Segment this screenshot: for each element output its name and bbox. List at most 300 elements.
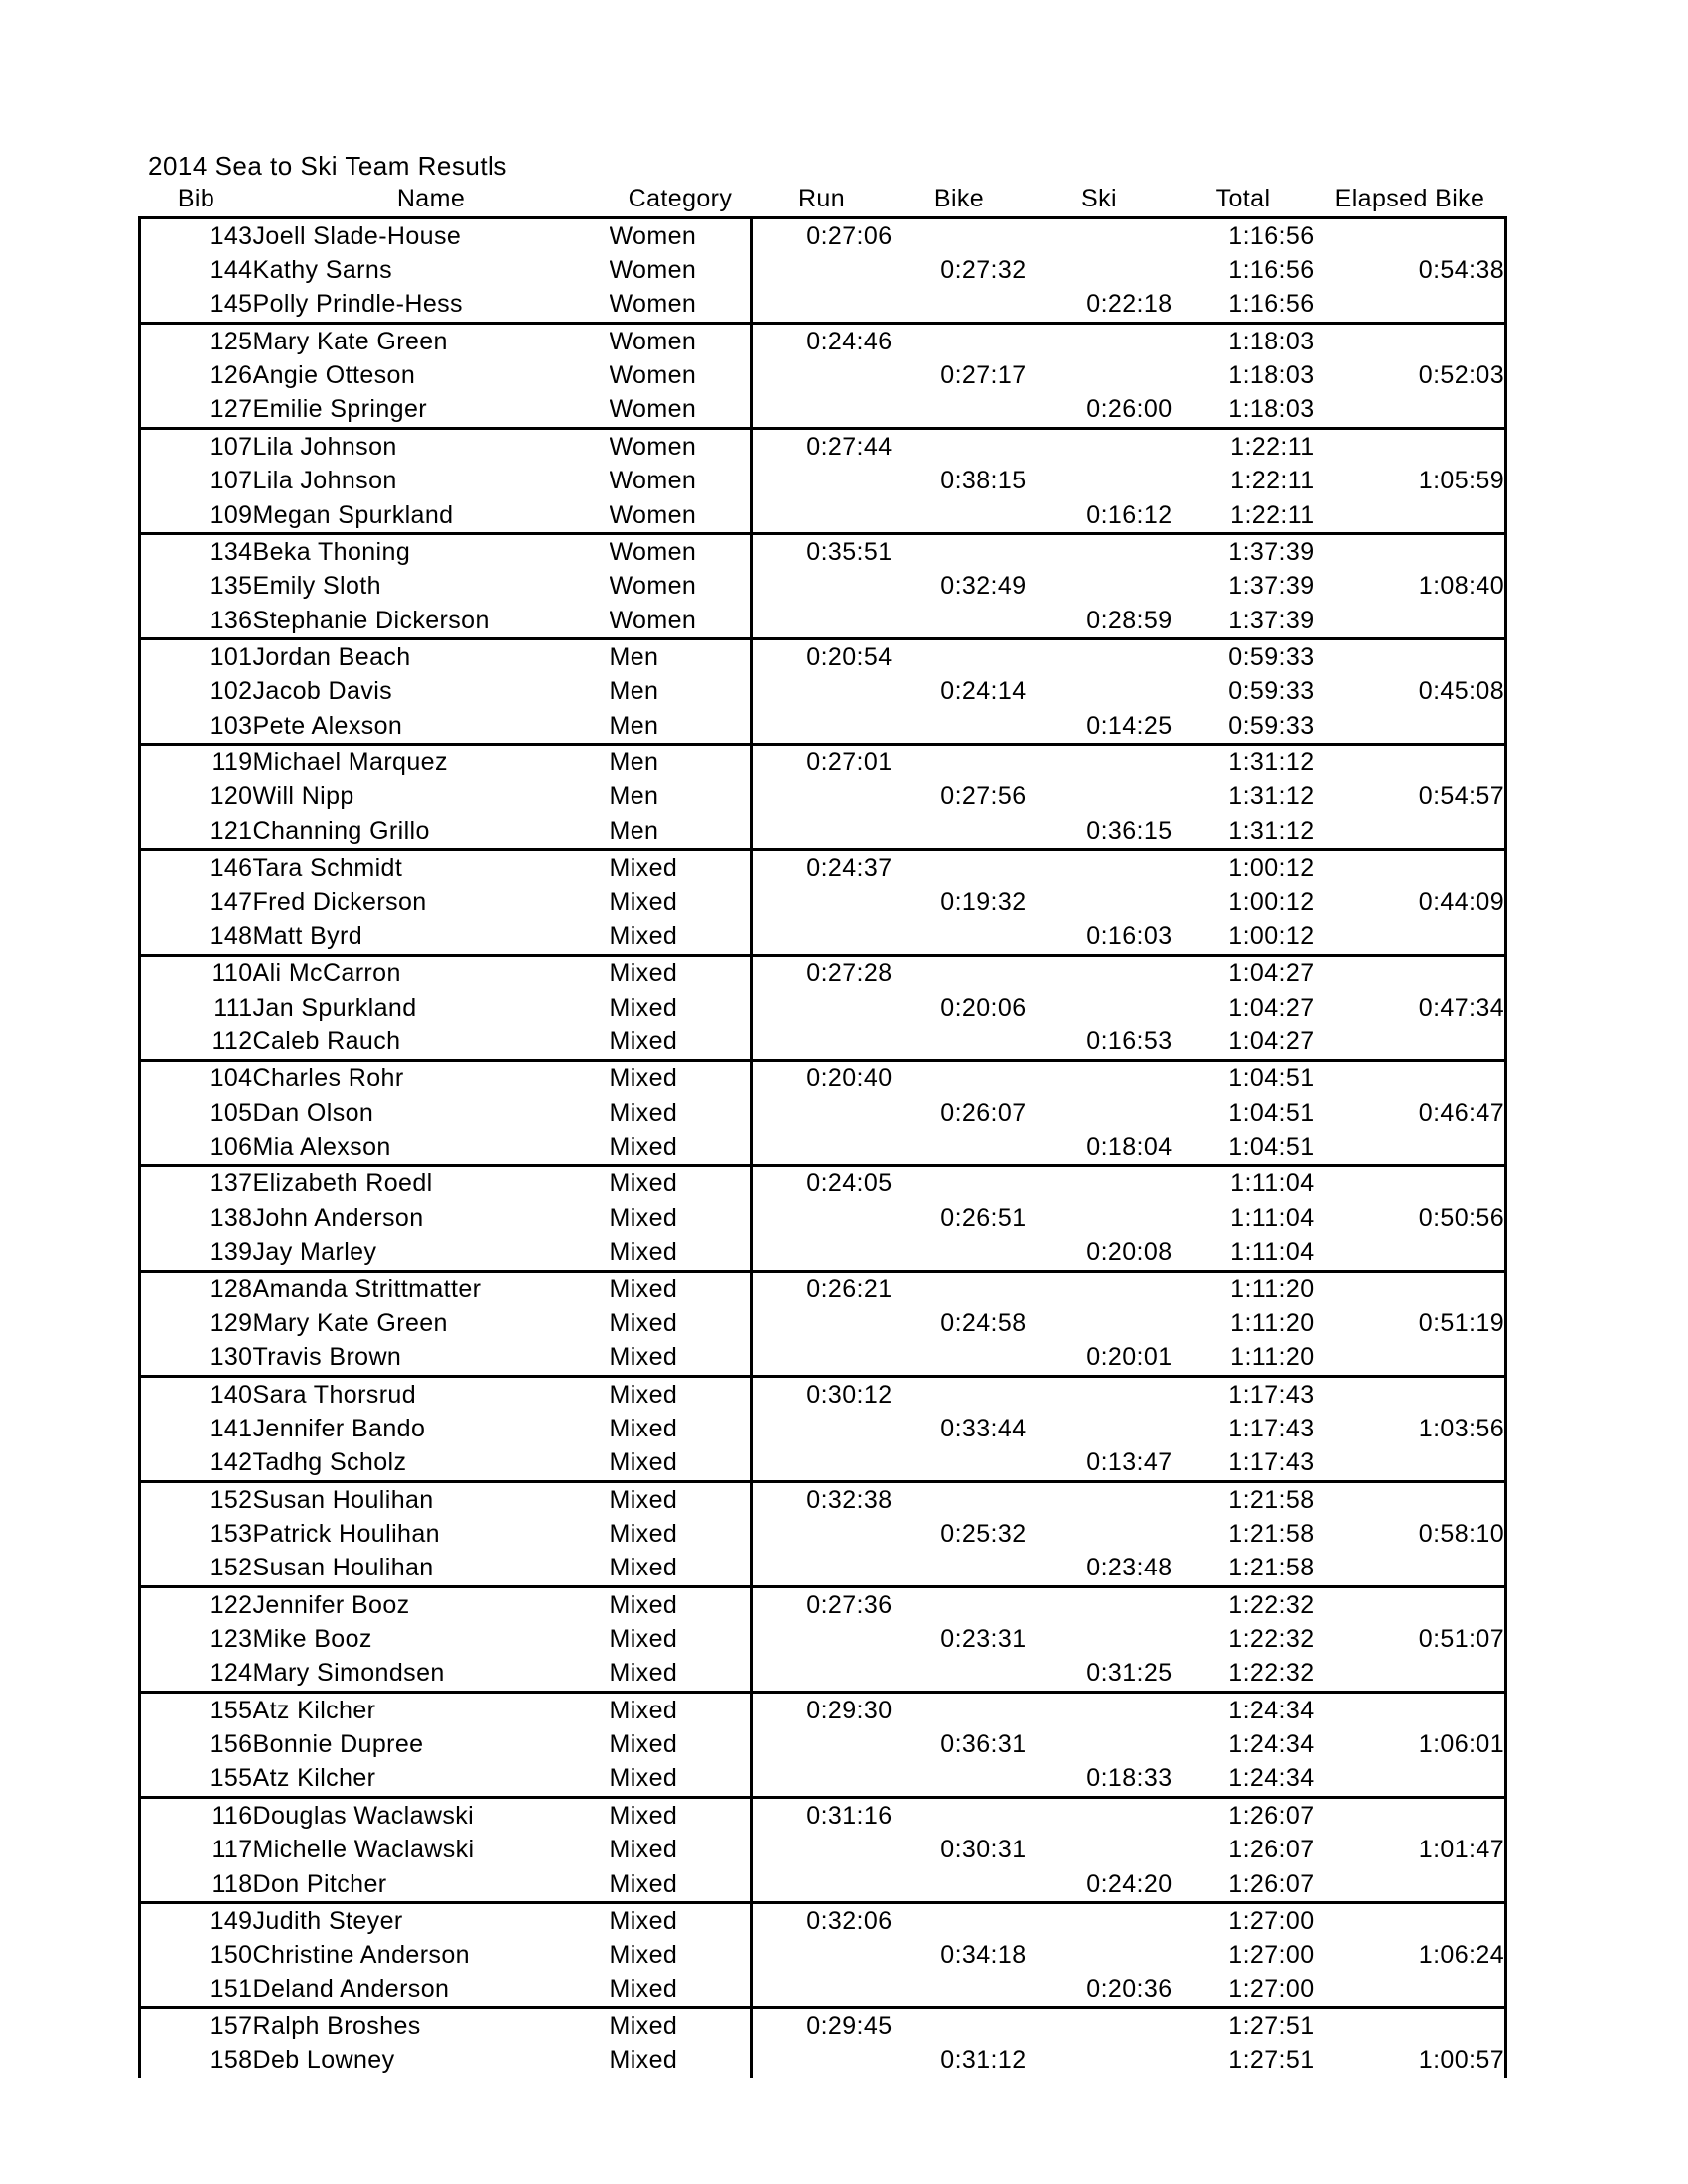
cell-category: Mixed [609,1275,678,1303]
cell-run: 0:27:01 [752,745,893,780]
cell-bib: 103 [210,711,253,740]
cell-elapsed-bike [1315,1165,1506,1201]
cell-bib: 145 [210,290,253,319]
cell-total: 1:27:00 [1228,1941,1315,1970]
cell-bike [893,850,1027,886]
team-row [140,1517,1506,1551]
cell-total: 1:24:34 [1228,1764,1315,1793]
cell-bib: 134 [210,537,253,566]
cell-bib: 146 [210,854,253,883]
column-header-total: Total [1215,184,1271,212]
cell-bike: 0:20:06 [940,993,1027,1022]
cell-bib: 140 [210,1380,253,1409]
cell-name: Ali McCarron [252,959,401,988]
cell-ski [1027,2044,1173,2078]
cell-elapsed-bike [1315,1376,1506,1412]
cell-run [752,709,893,745]
cell-total: 1:11:20 [1230,1343,1315,1372]
cell-elapsed-bike [1315,324,1506,359]
cell-total: 1:31:12 [1228,816,1315,845]
cell-bike [893,2008,1027,2044]
cell-ski [1027,1834,1173,1867]
team-row [140,1096,1506,1130]
team-row [140,1657,1506,1693]
cell-name: Tara Schmidt [252,854,403,883]
cell-category: Mixed [609,2046,678,2075]
cell-category: Mixed [609,1448,678,1477]
cell-bike [893,1973,1027,2008]
team-group [140,534,1506,639]
cell-run [752,358,893,392]
cell-total: 1:18:03 [1228,361,1315,390]
cell-total: 1:24:34 [1228,1696,1315,1724]
cell-run [752,1412,893,1445]
cell-name: Michael Marquez [252,749,448,777]
cell-run [752,919,893,955]
cell-elapsed-bike [1315,1657,1506,1693]
cell-category: Mixed [609,959,678,988]
cell-ski: 0:22:18 [1086,290,1173,319]
cell-ski [1027,324,1173,359]
cell-name: Susan Houlihan [252,1485,434,1514]
team-row [140,1481,1506,1517]
cell-bib: 118 [211,1869,253,1898]
team-row [140,1762,1506,1798]
cell-total: 0:59:33 [1228,642,1315,671]
cell-bib: 152 [210,1485,253,1514]
cell-name: Caleb Rauch [252,1026,401,1055]
cell-bib: 129 [210,1308,253,1337]
team-row [140,253,1506,287]
team-row [140,218,1506,254]
cell-total: 1:22:32 [1228,1625,1315,1654]
cell-run [752,675,893,709]
cell-ski [1027,745,1173,780]
cell-category: Men [609,749,659,777]
cell-bib: 151 [210,1975,253,2003]
cell-elapsed-bike [1315,429,1506,465]
cell-category: Men [609,642,659,671]
team-row [140,1939,1506,1973]
cell-name: Susan Houlihan [252,1554,434,1582]
cell-ski: 0:14:25 [1086,711,1173,740]
cell-ski [1027,1903,1173,1939]
cell-total: 1:16:56 [1228,290,1315,319]
cell-name: Travis Brown [252,1343,402,1372]
cell-total: 1:37:39 [1228,572,1315,601]
cell-ski [1027,570,1173,604]
cell-ski: 0:28:59 [1086,606,1173,634]
cell-elapsed-bike: 0:51:07 [1418,1625,1504,1654]
cell-run [752,2044,893,2078]
cell-name: Lila Johnson [252,467,397,495]
column-header-bib: Bib [177,184,215,212]
cell-run: 0:26:21 [752,1271,893,1306]
cell-name: Patrick Houlihan [252,1519,440,1548]
cell-run [752,465,893,498]
cell-run: 0:20:40 [752,1060,893,1096]
cell-bike [893,1235,1027,1271]
cell-name: Channing Grillo [252,816,430,845]
cell-run [752,1939,893,1973]
cell-ski: 0:18:33 [1086,1764,1173,1793]
team-row [140,1060,1506,1096]
cell-bib: 120 [210,782,253,811]
team-row [140,570,1506,604]
cell-name: Jordan Beach [252,642,411,671]
team-row [140,1798,1506,1834]
cell-bike: 0:24:58 [940,1308,1027,1337]
team-group [140,1481,1506,1586]
cell-elapsed-bike [1315,2008,1506,2044]
cell-bike [893,393,1027,429]
cell-ski [1027,1060,1173,1096]
cell-run [752,1130,893,1165]
cell-category: Mixed [609,1519,678,1548]
cell-elapsed-bike [1315,1903,1506,1939]
cell-bib: 153 [210,1519,253,1548]
column-header-name: Name [396,184,466,212]
cell-total: 1:26:07 [1228,1869,1315,1898]
cell-total: 1:27:51 [1228,2046,1315,2075]
sheet-title: 2014 Sea to Ski Team Resutls [148,151,507,181]
cell-name: Mike Booz [252,1625,372,1654]
cell-ski [1027,1096,1173,1130]
cell-name: Mary Simondsen [252,1659,445,1688]
team-group [140,1060,1506,1165]
cell-name: Angie Otteson [252,361,416,390]
team-row [140,1412,1506,1445]
cell-total: 1:37:39 [1228,606,1315,634]
cell-name: Douglas Waclawski [252,1801,475,1830]
cell-elapsed-bike [1315,1587,1506,1623]
cell-total: 1:17:43 [1228,1448,1315,1477]
cell-ski [1027,218,1173,254]
cell-run [752,1552,893,1587]
cell-bib: 150 [210,1941,253,1970]
cell-elapsed-bike [1315,498,1506,534]
cell-ski [1027,358,1173,392]
cell-ski [1027,1481,1173,1517]
cell-category: Mixed [609,1869,678,1898]
team-row [140,675,1506,709]
cell-total: 1:16:56 [1228,221,1315,250]
team-row [140,1271,1506,1306]
cell-ski [1027,991,1173,1024]
cell-total: 1:27:00 [1228,1975,1315,2003]
cell-bike: 0:31:12 [940,2046,1027,2075]
cell-ski [1027,1587,1173,1623]
cell-elapsed-bike [1315,1024,1506,1060]
cell-elapsed-bike [1315,639,1506,675]
cell-ski: 0:16:53 [1086,1026,1173,1055]
cell-elapsed-bike [1315,1798,1506,1834]
cell-bib: 104 [210,1064,253,1093]
team-group [140,429,1506,534]
team-group [140,1798,1506,1903]
cell-run [752,1517,893,1551]
team-row [140,288,1506,324]
cell-elapsed-bike: 0:45:08 [1418,677,1504,706]
cell-category: Women [609,327,697,355]
cell-ski [1027,850,1173,886]
cell-bib: 155 [210,1696,253,1724]
cell-run [752,1657,893,1693]
cell-category: Mixed [609,2012,678,2040]
cell-category: Women [609,395,697,424]
cell-total: 1:00:12 [1228,854,1315,883]
cell-run [752,1973,893,2008]
cell-bib: 157 [210,2012,253,2040]
cell-elapsed-bike [1315,850,1506,886]
cell-category: Women [609,537,697,566]
cell-run [752,498,893,534]
cell-category: Men [609,711,659,740]
cell-bib: 107 [210,467,253,495]
cell-elapsed-bike [1315,1867,1506,1903]
cell-bib: 124 [210,1659,253,1688]
column-header-elapsed-bike: Elapsed Bike [1335,184,1485,212]
cell-run: 0:31:16 [752,1798,893,1834]
cell-bib: 152 [210,1554,253,1582]
cell-total: 1:18:03 [1228,327,1315,355]
cell-ski: 0:23:48 [1086,1554,1173,1582]
cell-name: Dan Olson [252,1098,374,1127]
cell-elapsed-bike: 0:47:34 [1418,993,1504,1022]
cell-bib: 128 [210,1275,253,1303]
cell-run [752,1867,893,1903]
cell-category: Women [609,606,697,634]
cell-bib: 155 [210,1764,253,1793]
cell-elapsed-bike [1315,1235,1506,1271]
cell-run: 0:29:45 [752,2008,893,2044]
cell-name: Emily Sloth [252,572,381,601]
cell-run [752,1306,893,1340]
cell-bib: 142 [210,1448,253,1477]
cell-category: Mixed [609,1554,678,1582]
cell-ski: 0:24:20 [1086,1869,1173,1898]
cell-name: Mia Alexson [252,1133,391,1161]
cell-ski [1027,955,1173,991]
cell-category: Men [609,816,659,845]
cell-total: 1:00:12 [1228,921,1315,950]
cell-run: 0:32:38 [752,1481,893,1517]
cell-total: 1:24:34 [1228,1730,1315,1759]
cell-category: Mixed [609,1659,678,1688]
cell-bib: 112 [211,1026,253,1055]
cell-run: 0:27:36 [752,1587,893,1623]
cell-total: 1:22:32 [1228,1590,1315,1619]
cell-bike [893,1481,1027,1517]
cell-bib: 137 [210,1169,253,1198]
cell-category: Mixed [609,1975,678,2003]
cell-bike [893,1165,1027,1201]
cell-total: 1:26:07 [1228,1836,1315,1864]
cell-run: 0:29:30 [752,1693,893,1728]
team-group [140,850,1506,955]
cell-ski [1027,1517,1173,1551]
cell-bike: 0:24:14 [940,677,1027,706]
cell-elapsed-bike: 0:50:56 [1418,1203,1504,1232]
cell-name: Atz Kilcher [252,1696,376,1724]
cell-bike [893,814,1027,850]
cell-run [752,814,893,850]
cell-bike: 0:33:44 [940,1414,1027,1442]
cell-bib: 136 [210,606,253,634]
team-group [140,745,1506,850]
cell-ski: 0:36:15 [1086,816,1173,845]
cell-category: Mixed [609,1801,678,1830]
column-header-category: Category [628,184,733,212]
cell-ski [1027,1412,1173,1445]
cell-total: 1:04:27 [1228,993,1315,1022]
cell-category: Mixed [609,1169,678,1198]
cell-ski [1027,1306,1173,1340]
cell-ski: 0:20:36 [1086,1975,1173,2003]
team-row [140,745,1506,780]
cell-run: 0:24:37 [752,850,893,886]
team-row [140,1446,1506,1482]
cell-name: Atz Kilcher [252,1764,376,1793]
cell-elapsed-bike [1315,604,1506,639]
cell-elapsed-bike [1315,814,1506,850]
cell-name: Lila Johnson [252,432,397,461]
team-row [140,919,1506,955]
cell-ski: 0:20:01 [1086,1343,1173,1372]
team-row [140,1622,1506,1656]
cell-total: 0:59:33 [1228,711,1315,740]
cell-bike [893,1130,1027,1165]
cell-name: Tadhg Scholz [252,1448,407,1477]
team-row [140,465,1506,498]
cell-category: Mixed [609,1730,678,1759]
cell-name: Kathy Sarns [252,256,393,285]
cell-total: 1:26:07 [1228,1801,1315,1830]
cell-run [752,1622,893,1656]
cell-bike [893,955,1027,991]
cell-bib: 158 [210,2046,253,2075]
cell-total: 1:18:03 [1228,395,1315,424]
cell-bib: 130 [210,1343,253,1372]
cell-ski [1027,780,1173,814]
cell-total: 1:21:58 [1228,1519,1315,1548]
team-row [140,955,1506,991]
cell-elapsed-bike [1315,534,1506,570]
cell-total: 1:00:12 [1228,887,1315,916]
cell-name: Megan Spurkland [252,500,454,529]
team-row [140,709,1506,745]
team-row [140,1341,1506,1377]
cell-ski: 0:31:25 [1086,1659,1173,1688]
cell-bib: 105 [210,1098,253,1127]
cell-ski [1027,253,1173,287]
team-row [140,814,1506,850]
cell-elapsed-bike [1315,955,1506,991]
cell-ski: 0:13:47 [1086,1448,1173,1477]
cell-category: Mixed [609,1836,678,1864]
cell-run [752,570,893,604]
cell-run: 0:30:12 [752,1376,893,1412]
cell-run [752,1096,893,1130]
cell-bike [893,1552,1027,1587]
team-row [140,1201,1506,1235]
cell-run [752,1341,893,1377]
cell-run [752,1024,893,1060]
cell-bib: 106 [210,1133,253,1161]
cell-category: Men [609,782,659,811]
cell-total: 1:27:51 [1228,2012,1315,2040]
cell-name: Jennifer Bando [252,1414,426,1442]
cell-bib: 156 [210,1730,253,1759]
team-group [140,1693,1506,1798]
team-row [140,1903,1506,1939]
cell-bib: 126 [210,361,253,390]
cell-total: 1:04:51 [1228,1098,1315,1127]
cell-ski [1027,2008,1173,2044]
cell-bib: 107 [210,432,253,461]
cell-bib: 121 [210,816,253,845]
cell-ski [1027,675,1173,709]
cell-bike [893,1376,1027,1412]
cell-bike [893,429,1027,465]
cell-bib: 122 [210,1590,253,1619]
cell-run: 0:24:05 [752,1165,893,1201]
cell-run [752,288,893,324]
cell-name: Jacob Davis [252,677,393,706]
cell-run [752,886,893,919]
cell-category: Women [609,500,697,529]
cell-bib: 101 [210,642,253,671]
column-header-bike: Bike [933,184,985,212]
team-group [140,1165,1506,1271]
cell-ski [1027,1271,1173,1306]
team-row [140,1973,1506,2008]
cell-category: Mixed [609,1238,678,1267]
cell-ski [1027,1939,1173,1973]
cell-bike [893,1341,1027,1377]
cell-elapsed-bike [1315,1130,1506,1165]
cell-run [752,1446,893,1482]
cell-category: Women [609,221,697,250]
cell-ski: 0:16:12 [1086,500,1173,529]
team-row [140,1834,1506,1867]
team-row [140,324,1506,359]
cell-elapsed-bike [1315,1973,1506,2008]
cell-elapsed-bike [1315,218,1506,254]
cell-name: Mary Kate Green [252,1308,448,1337]
cell-elapsed-bike [1315,393,1506,429]
cell-run [752,1762,893,1798]
cell-bike [893,1657,1027,1693]
cell-bib: 143 [210,221,253,250]
column-header-ski: Ski [1081,184,1117,212]
team-group [140,1376,1506,1481]
cell-bib: 127 [210,395,253,424]
cell-total: 1:11:20 [1230,1308,1315,1337]
cell-run: 0:27:44 [752,429,893,465]
cell-elapsed-bike [1315,919,1506,955]
team-row [140,1587,1506,1623]
cell-ski: 0:18:04 [1086,1133,1173,1161]
cell-name: Emilie Springer [252,395,428,424]
cell-category: Women [609,572,697,601]
table-header-row [140,181,1506,218]
cell-bike [893,919,1027,955]
cell-elapsed-bike [1315,1060,1506,1096]
cell-run [752,780,893,814]
cell-category: Mixed [609,1064,678,1093]
cell-bike: 0:36:31 [940,1730,1027,1759]
